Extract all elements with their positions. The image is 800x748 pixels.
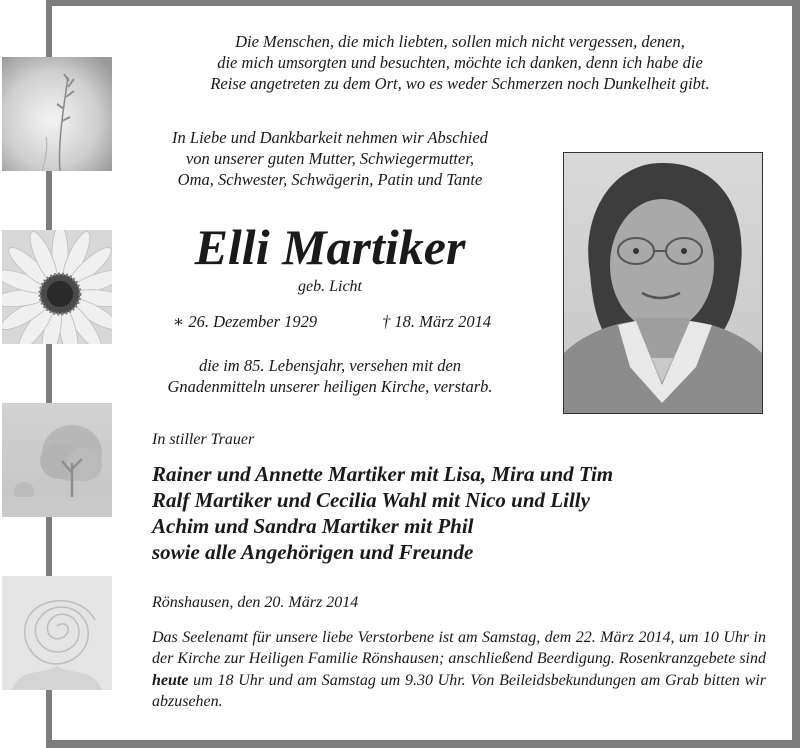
intro-line: von unserer guten Mutter, Schwiegermutter,	[185, 149, 475, 168]
family-list	[152, 461, 613, 565]
funeral-notice	[152, 627, 766, 712]
family-line: sowie alle Angehörigen und Freunde	[152, 540, 474, 564]
rose-image	[2, 576, 112, 690]
tree-image	[2, 403, 112, 517]
passing-line: Gnadenmitteln unserer heiligen Kirche, verstarb.	[167, 377, 493, 396]
place-and-date: Rönshausen, den 20. März 2014	[152, 594, 359, 611]
portrait-photo	[563, 152, 763, 414]
deceased-name: Elli Martiker	[194, 219, 466, 275]
poem-line: die mich umsorgten und besuchten, möchte ich danken, denn ich habe die	[217, 53, 703, 72]
frame-top-border	[46, 0, 800, 6]
grass-image	[2, 57, 112, 171]
poem-line: Reise angetreten zu dem Ort, wo es weder Schmerzen noch Dunkelheit gibt.	[210, 74, 710, 93]
poem-line: Die Menschen, die mich liebten, sollen mich nicht vergessen, denen,	[235, 32, 685, 51]
notice-text-part2: um 18 Uhr und am Samstag um 9.30 Uhr. Von Beileidsbekundungen am Grab bitten wir abzusehen.	[152, 671, 766, 710]
family-line: Ralf Martiker und Cecilia Wahl mit Nico und Lilly	[152, 488, 590, 512]
maiden-name: geb. Licht	[298, 278, 362, 295]
notice-text-part1: Das Seelenamt für unsere liebe Verstorbene ist am Samstag, dem 22. März 2014, um 10 Uhr in der Kirche zur Heiligen Familie Rönshausen; anschließend Beerdigung. Rosenkranzgebete sind	[152, 629, 766, 668]
farewell-intro	[120, 127, 540, 190]
intro-line: In Liebe und Dankbarkeit nehmen wir Abschied	[172, 128, 488, 147]
birth-date: ∗ 26. Dezember 1929	[173, 312, 318, 331]
intro-line: Oma, Schwester, Schwägerin, Patin und Tante	[177, 170, 483, 189]
passing-statement	[120, 355, 540, 397]
frame-bottom-border	[46, 740, 800, 748]
family-line: Rainer und Annette Martiker mit Lisa, Mira und Tim	[152, 462, 614, 486]
family-line: Achim und Sandra Martiker mit Phil	[152, 514, 474, 538]
flower-image	[2, 230, 112, 344]
frame-right-border	[792, 0, 800, 748]
mourning-label: In stiller Trauer	[152, 431, 255, 448]
notice-emphasis: heute	[152, 671, 189, 689]
memorial-poem	[140, 31, 780, 94]
death-date: † 18. März 2014	[382, 312, 492, 331]
passing-line: die im 85. Lebensjahr, versehen mit den	[198, 356, 462, 375]
